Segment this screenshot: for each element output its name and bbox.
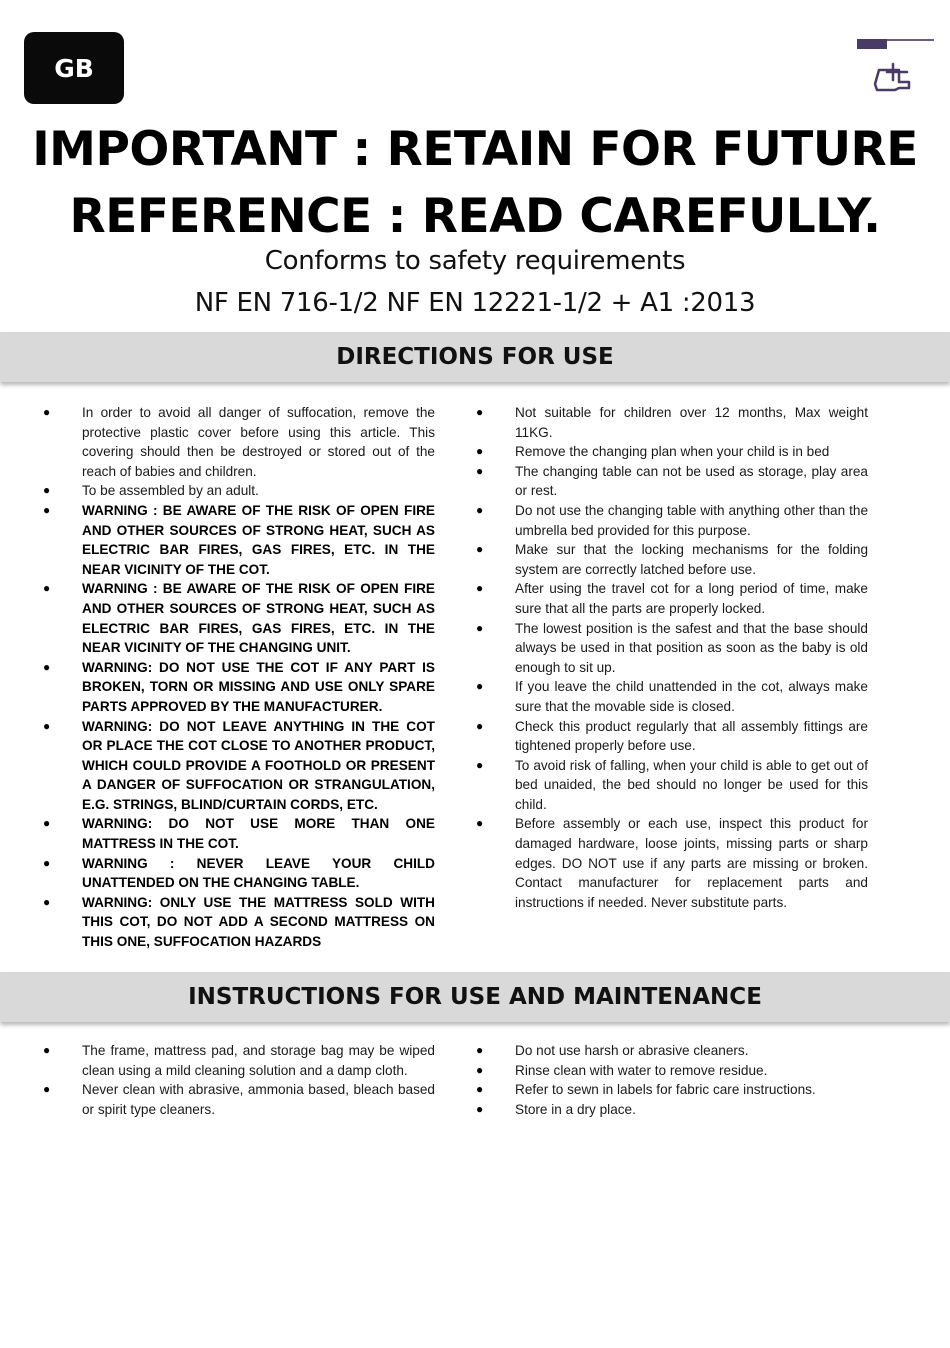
list-item-text: After using the travel cot for a long period of time, make sure that all the parts are properly locked. [515, 581, 868, 616]
list-item [476, 677, 868, 716]
directions-right-list [476, 403, 868, 912]
list-item-text: Rinse clean with water to remove residue. [515, 1062, 768, 1078]
list-item [43, 814, 435, 853]
list-item-text: Before assembly or each use, inspect this product for damaged hardware, loose joints, missing parts or sharp edges. DO NOT use if any parts are missing or broken. Contact manufacturer for replacement parts and instructions if needed. Never substitute parts. [515, 816, 868, 910]
list-item-text: Make sur that the locking mechanisms for the folding system are correctly latched before use. [515, 542, 868, 577]
brand-accent-bar [857, 39, 887, 49]
bullet-icon: ● [43, 502, 51, 517]
list-item [43, 481, 435, 501]
directions-section-header [0, 332, 950, 382]
list-item-text: WARNING: DO NOT LEAVE ANYTHING IN THE COT OR PLACE THE COT CLOSE TO ANOTHER PRODUCT, WHICH COULD PROVIDE A FOOTHOLD OR PRESENT A DANGER OF SUFFOCATION OR STRANGULATION, E.G. STRINGS, BLIND/CURTAIN CORDS, ETC. [82, 718, 435, 812]
list-item-text: WARNING : BE AWARE OF THE RISK OF OPEN FIRE AND OTHER SOURCES OF STRONG HEAT, SUCH AS ELECTRIC BAR FIRES, GAS FIRES, ETC. IN THE NEAR VICINITY OF THE CHANGING UNIT. [82, 581, 435, 656]
bullet-icon: ● [43, 855, 51, 870]
list-item-text: The lowest position is the safest and that the base should always be used in that position as soon as the baby is old enough to sit up. [515, 620, 868, 675]
bullet-icon: ● [476, 581, 484, 596]
maintenance-section-header [0, 972, 950, 1022]
list-item [43, 893, 435, 952]
bullet-icon: ● [43, 894, 51, 909]
language-badge: GB [24, 32, 124, 104]
list-item [476, 403, 868, 442]
bullet-icon: ● [43, 581, 51, 596]
bullet-icon: ● [476, 679, 484, 694]
list-item-text: If you leave the child unattended in the cot, always make sure that the movable side is closed. [515, 679, 868, 714]
bullet-icon: ● [476, 757, 484, 772]
list-item [476, 501, 868, 540]
list-item-text: Never clean with abrasive, ammonia based, bleach based or spirit type cleaners. [82, 1082, 435, 1117]
list-item-text: WARNING: DO NOT USE THE COT IF ANY PART IS BROKEN, TORN OR MISSING AND USE ONLY SPARE PARTS APPROVED BY THE MANUFACTURER. [82, 659, 435, 714]
list-item-text: Store in a dry place. [515, 1101, 636, 1117]
bullet-icon: ● [43, 405, 51, 419]
brand-logo-icon [873, 62, 913, 92]
bullet-icon: ● [43, 718, 51, 733]
list-item [476, 462, 868, 501]
bullet-icon: ● [476, 1062, 484, 1077]
list-item [476, 540, 868, 579]
list-item-text: WARNING: DO NOT USE MORE THAN ONE MATTRESS IN THE COT. [82, 816, 435, 852]
list-item-text: WARNING : BE AWARE OF THE RISK OF OPEN FIRE AND OTHER SOURCES OF STRONG HEAT, SUCH AS ELECTRIC BAR FIRES, GAS FIRES, ETC. IN THE NEAR VICINITY OF THE COT. [82, 502, 435, 577]
bullet-icon: ● [43, 483, 51, 498]
list-item [43, 1080, 435, 1119]
list-item [43, 658, 435, 717]
list-item [476, 1061, 868, 1081]
list-item [476, 1080, 868, 1100]
list-item [43, 854, 435, 893]
list-item [476, 1041, 868, 1061]
bullet-icon: ● [476, 405, 484, 419]
list-item-text: Do not use harsh or abrasive cleaners. [515, 1043, 749, 1058]
maintenance-left-column [43, 1041, 435, 1119]
bullet-icon: ● [476, 463, 484, 478]
bullet-icon: ● [476, 620, 484, 635]
maintenance-left-list [43, 1041, 435, 1119]
list-item-text: Remove the changing plan when your child is in bed [515, 444, 830, 460]
list-item [476, 814, 868, 912]
bullet-icon: ● [476, 502, 484, 517]
bullet-icon: ● [476, 444, 484, 459]
list-item [43, 403, 435, 481]
directions-left-list [43, 403, 435, 952]
page-title-line-1: IMPORTANT : RETAIN FOR FUTURE [32, 122, 918, 177]
bullet-icon: ● [43, 816, 51, 831]
list-item-text: Do not use the changing table with anything other than the umbrella bed provided for this purpose. [515, 502, 868, 538]
list-item [476, 619, 868, 678]
list-item [476, 756, 868, 815]
bullet-icon: ● [476, 718, 484, 733]
maintenance-right-list [476, 1041, 868, 1119]
list-item-text: Refer to sewn in labels for fabric care instructions. [515, 1082, 816, 1098]
bullet-icon: ● [476, 542, 484, 557]
list-item-text: WARNING: ONLY USE THE MATTRESS SOLD WITH THIS COT, DO NOT ADD A SECOND MATTRESS ON THIS ONE, SUFFOCATION HAZARDS [82, 894, 435, 950]
list-item-text: Not suitable for children over 12 months, Max weight 11KG. [515, 405, 868, 440]
bullet-icon: ● [43, 1043, 51, 1057]
directions-right-column [476, 403, 868, 912]
directions-heading: DIRECTIONS FOR USE [336, 344, 614, 370]
bullet-icon: ● [476, 1082, 484, 1097]
list-item-text: The changing table can not be used as storage, play area or rest. [515, 463, 868, 499]
maintenance-right-column [476, 1041, 868, 1119]
list-item [43, 579, 435, 657]
list-item [476, 717, 868, 756]
list-item-text: Check this product regularly that all assembly fittings are tightened properly before use. [515, 718, 868, 754]
list-item [476, 1100, 868, 1120]
standards-text: NF EN 716-1/2 NF EN 12221-1/2 + A1 :2013 [194, 288, 756, 318]
directions-left-column [43, 403, 435, 952]
bullet-icon: ● [476, 1101, 484, 1116]
conformity-text: Conforms to safety requirements [264, 246, 686, 276]
list-item [476, 579, 868, 618]
list-item [43, 717, 435, 815]
page-title-line-2: REFERENCE : READ CAREFULLY. [69, 189, 881, 244]
bullet-icon: ● [43, 1082, 51, 1097]
list-item [43, 501, 435, 579]
list-item-text: To avoid risk of falling, when your child is able to get out of bed unaided, the bed should no longer be used for this child. [515, 757, 868, 812]
list-item-text: In order to avoid all danger of suffocation, remove the protective plastic cover before using this article. This covering should then be destroyed or stored out of the reach of babies and children. [82, 405, 435, 479]
list-item-text: The frame, mattress pad, and storage bag may be wiped clean using a mild cleaning solution and a damp cloth. [82, 1043, 435, 1078]
bullet-icon: ● [476, 816, 484, 831]
list-item-text: WARNING : NEVER LEAVE YOUR CHILD UNATTENDED ON THE CHANGING TABLE. [82, 855, 435, 891]
list-item [476, 442, 868, 462]
maintenance-heading: INSTRUCTIONS FOR USE AND MAINTENANCE [188, 984, 762, 1010]
bullet-icon: ● [476, 1043, 484, 1057]
bullet-icon: ● [43, 659, 51, 674]
list-item-text: To be assembled by an adult. [82, 483, 259, 499]
page-title [0, 116, 950, 250]
list-item [43, 1041, 435, 1080]
brand-accent-line [887, 39, 934, 41]
